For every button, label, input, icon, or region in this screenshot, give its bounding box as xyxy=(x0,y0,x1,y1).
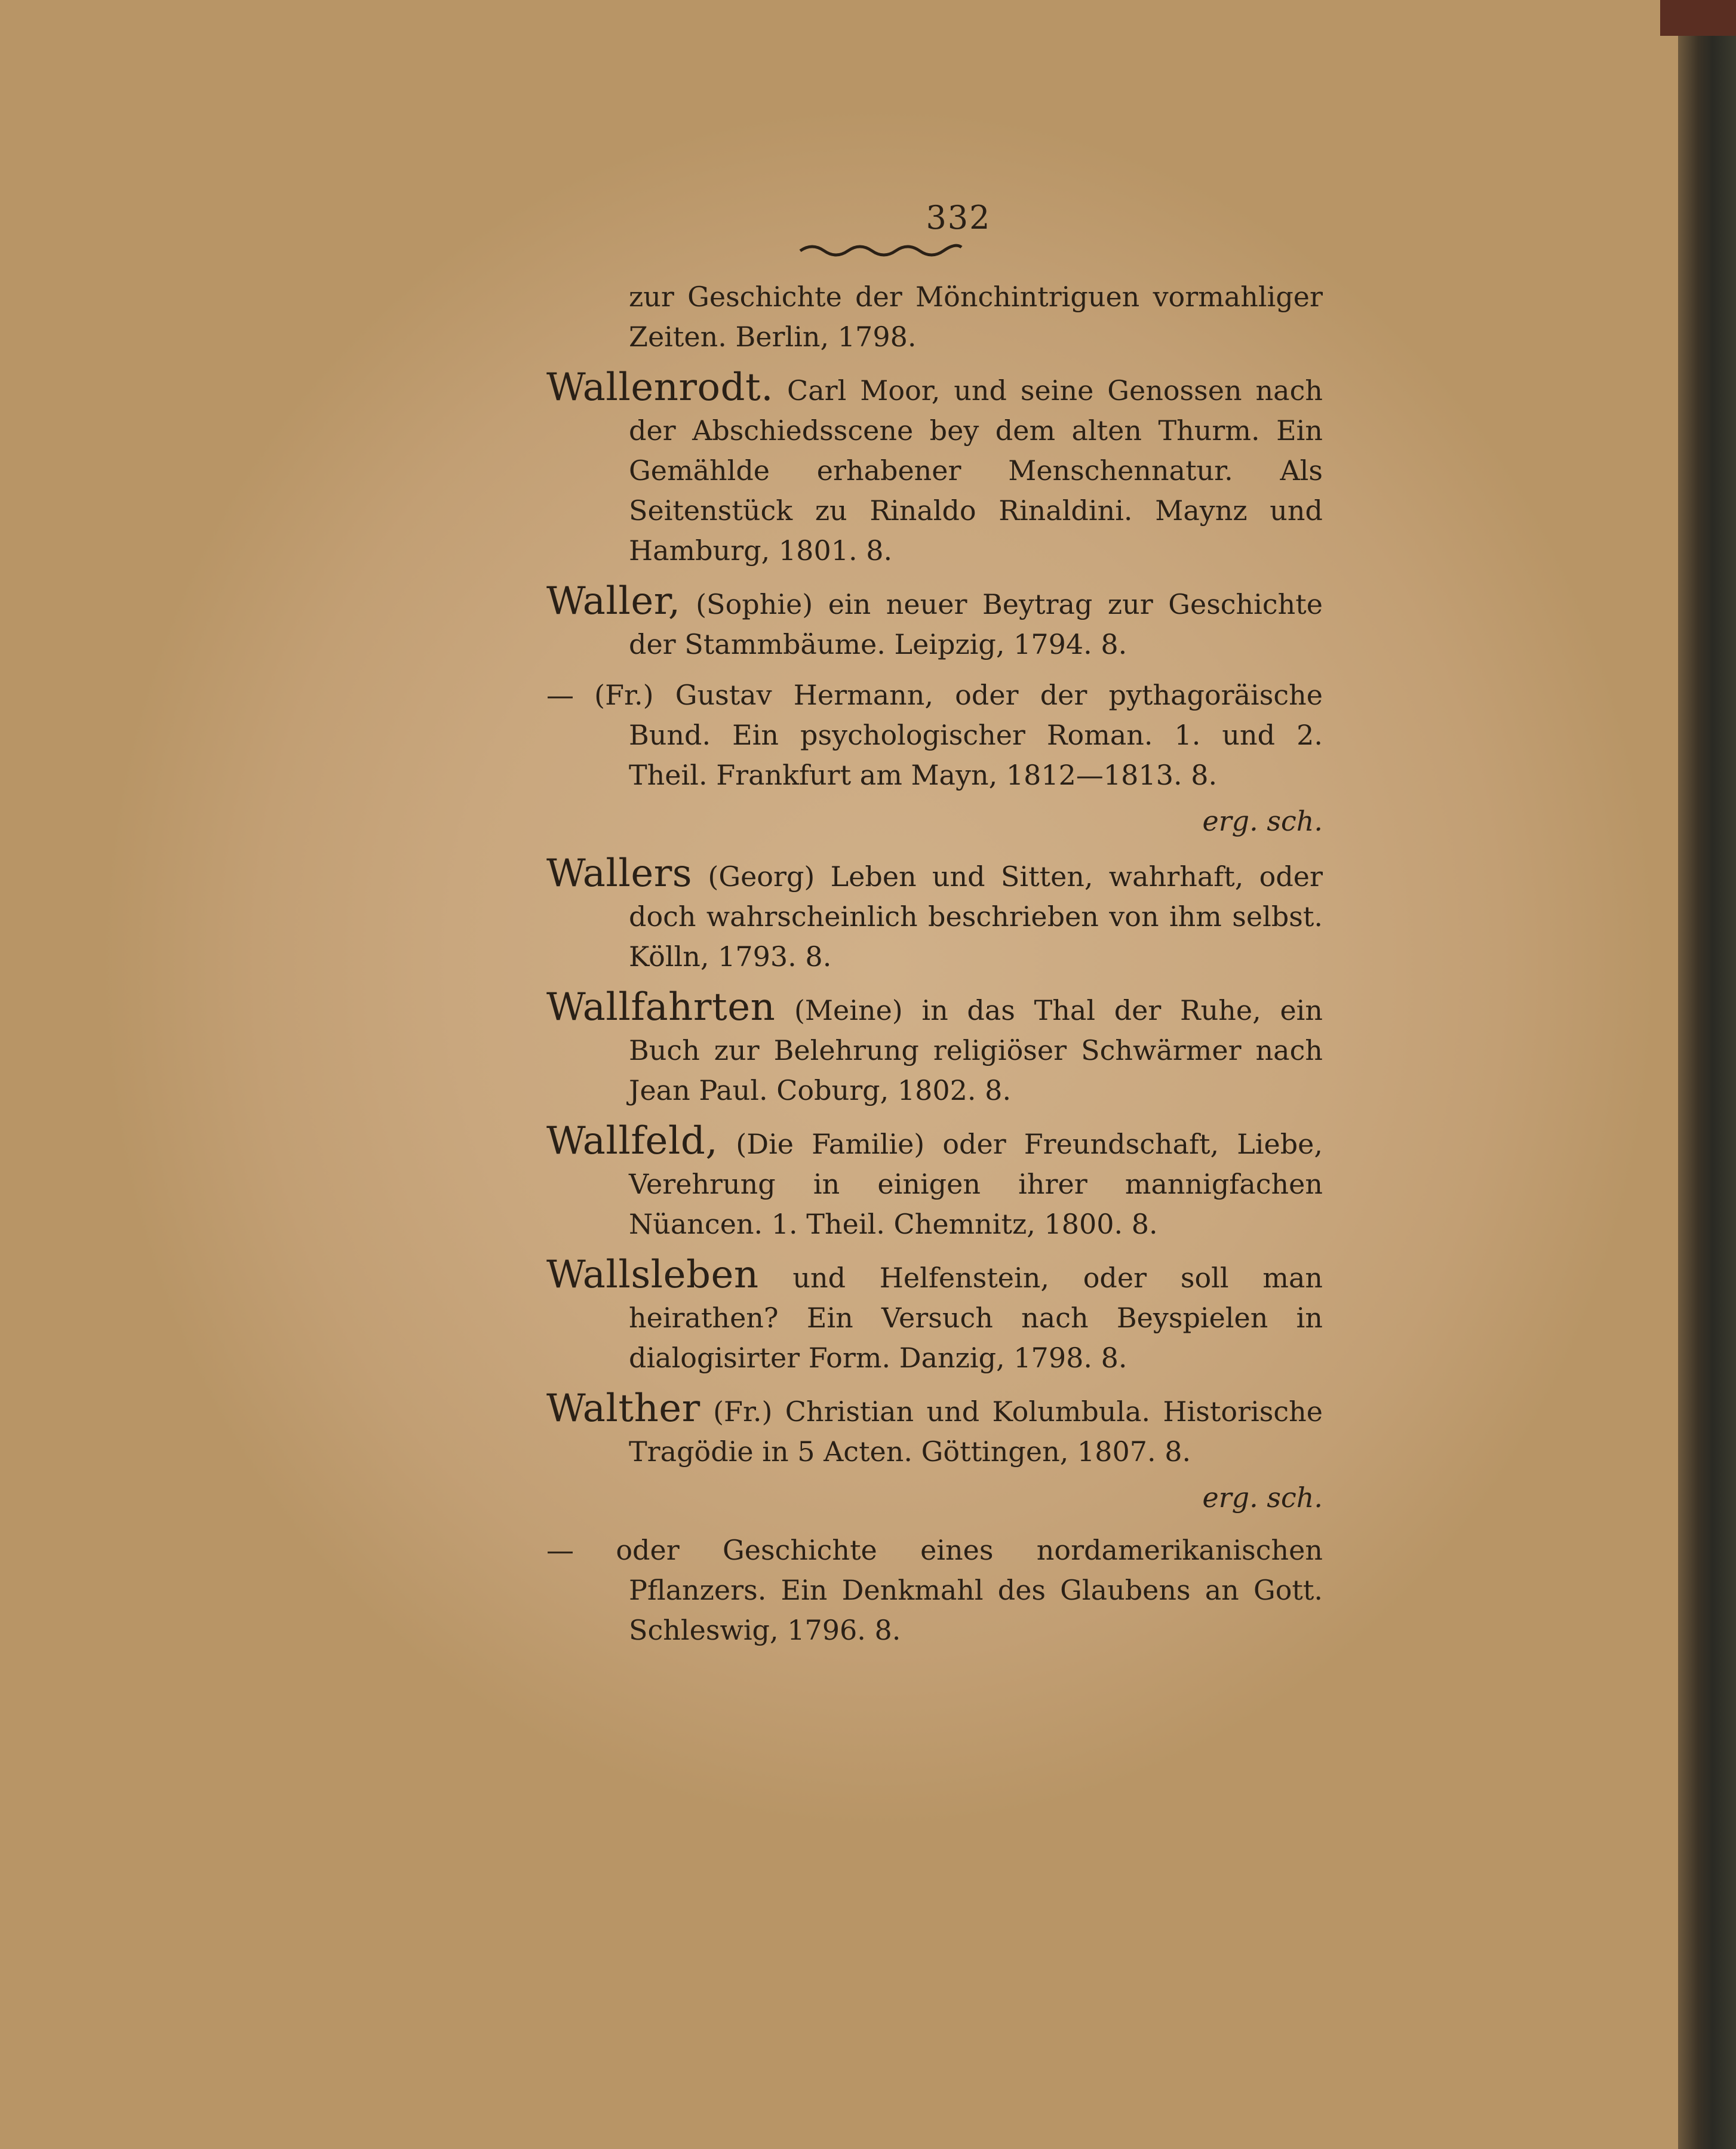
entry-head: Waller, xyxy=(546,579,681,623)
entry-text: und Helfenstein, oder soll man heirathen? Ein Versuch nach Beyspielen in dialogisirter Form. Danzig, 1798. 8. xyxy=(629,1262,1323,1374)
entry-text: (Georg) Leben und Sitten, wahrhaft, oder doch wahrscheinlich beschrieben von ihm selbst. Kölln, 1793. 8. xyxy=(629,860,1323,973)
book-gutter xyxy=(1678,0,1736,2149)
entry-head: Wallsleben xyxy=(546,1253,759,1297)
wavy-rule-ornament xyxy=(797,239,964,259)
entry-wallsleben xyxy=(546,1255,1323,1378)
entry-wallfahrten xyxy=(546,985,1323,1111)
page-number: 332 xyxy=(926,199,991,236)
entry-text: (Sophie) ein neuer Beytrag zur Geschichte der Stammbäume. Leipzig, 1794. 8. xyxy=(629,588,1323,660)
page-content xyxy=(546,197,1323,1661)
entry-text: (Die Familie) oder Freundschaft, Liebe, Verehrung in einigen ihrer mannigfachen Nüancen. 1. Theil. Chemnitz, 1800. 8. xyxy=(629,1128,1323,1240)
entry-continuation xyxy=(546,277,1323,357)
entry-text: (Fr.) Gustav Hermann, oder der pythagoräische Bund. Ein psychologischer Roman. 1. und 2. Theil. Frankfurt am Mayn, 1812—1813. 8. xyxy=(594,679,1323,791)
entry-walther-continuation xyxy=(546,1530,1323,1650)
entry-walther xyxy=(546,1386,1323,1472)
entry-dash: — xyxy=(546,1534,573,1566)
entry-signature: erg. sch. xyxy=(1202,1481,1323,1514)
entry-wallenrodt xyxy=(546,365,1323,571)
entry-text: Carl Moor, und seine Genossen nach der Abschiedsscene bey dem alten Thurm. Ein Gemählde erhabener Menschennatur. Als Seitenstück zu Rinaldo Rinaldini. Maynz und Hamburg, 1801. 8. xyxy=(629,374,1323,567)
entry-head: Wallenrodt. xyxy=(546,365,774,410)
entry-dash: — xyxy=(546,679,573,711)
entry-signature: erg. sch. xyxy=(1202,805,1323,837)
entry-head: Wallfahrten xyxy=(546,985,776,1029)
entry-text: zur Geschichte der Mönchintriguen vormahliger Zeiten. Berlin, 1798. xyxy=(629,281,1323,353)
entry-head: Wallfeld, xyxy=(546,1119,718,1163)
entry-wallfeld xyxy=(546,1121,1323,1244)
entry-waller-fr xyxy=(546,675,1323,795)
entry-head: Wallers xyxy=(546,851,693,896)
corner-stain xyxy=(1660,0,1736,36)
entry-text: oder Geschichte eines nordamerikanischen Pflanzers. Ein Denkmahl des Glaubens an Gott. Schleswig, 1796. 8. xyxy=(616,1534,1323,1646)
entry-text: (Meine) in das Thal der Ruhe, ein Buch zur Belehrung religiöser Schwärmer nach Jean Paul. Coburg, 1802. 8. xyxy=(629,994,1323,1106)
entry-wallers xyxy=(546,851,1323,977)
entry-head: Walther xyxy=(546,1386,700,1431)
entry-text: (Fr.) Christian und Kolumbula. Historische Tragödie in 5 Acten. Göttingen, 1807. 8. xyxy=(629,1395,1323,1468)
entry-waller xyxy=(546,579,1323,665)
